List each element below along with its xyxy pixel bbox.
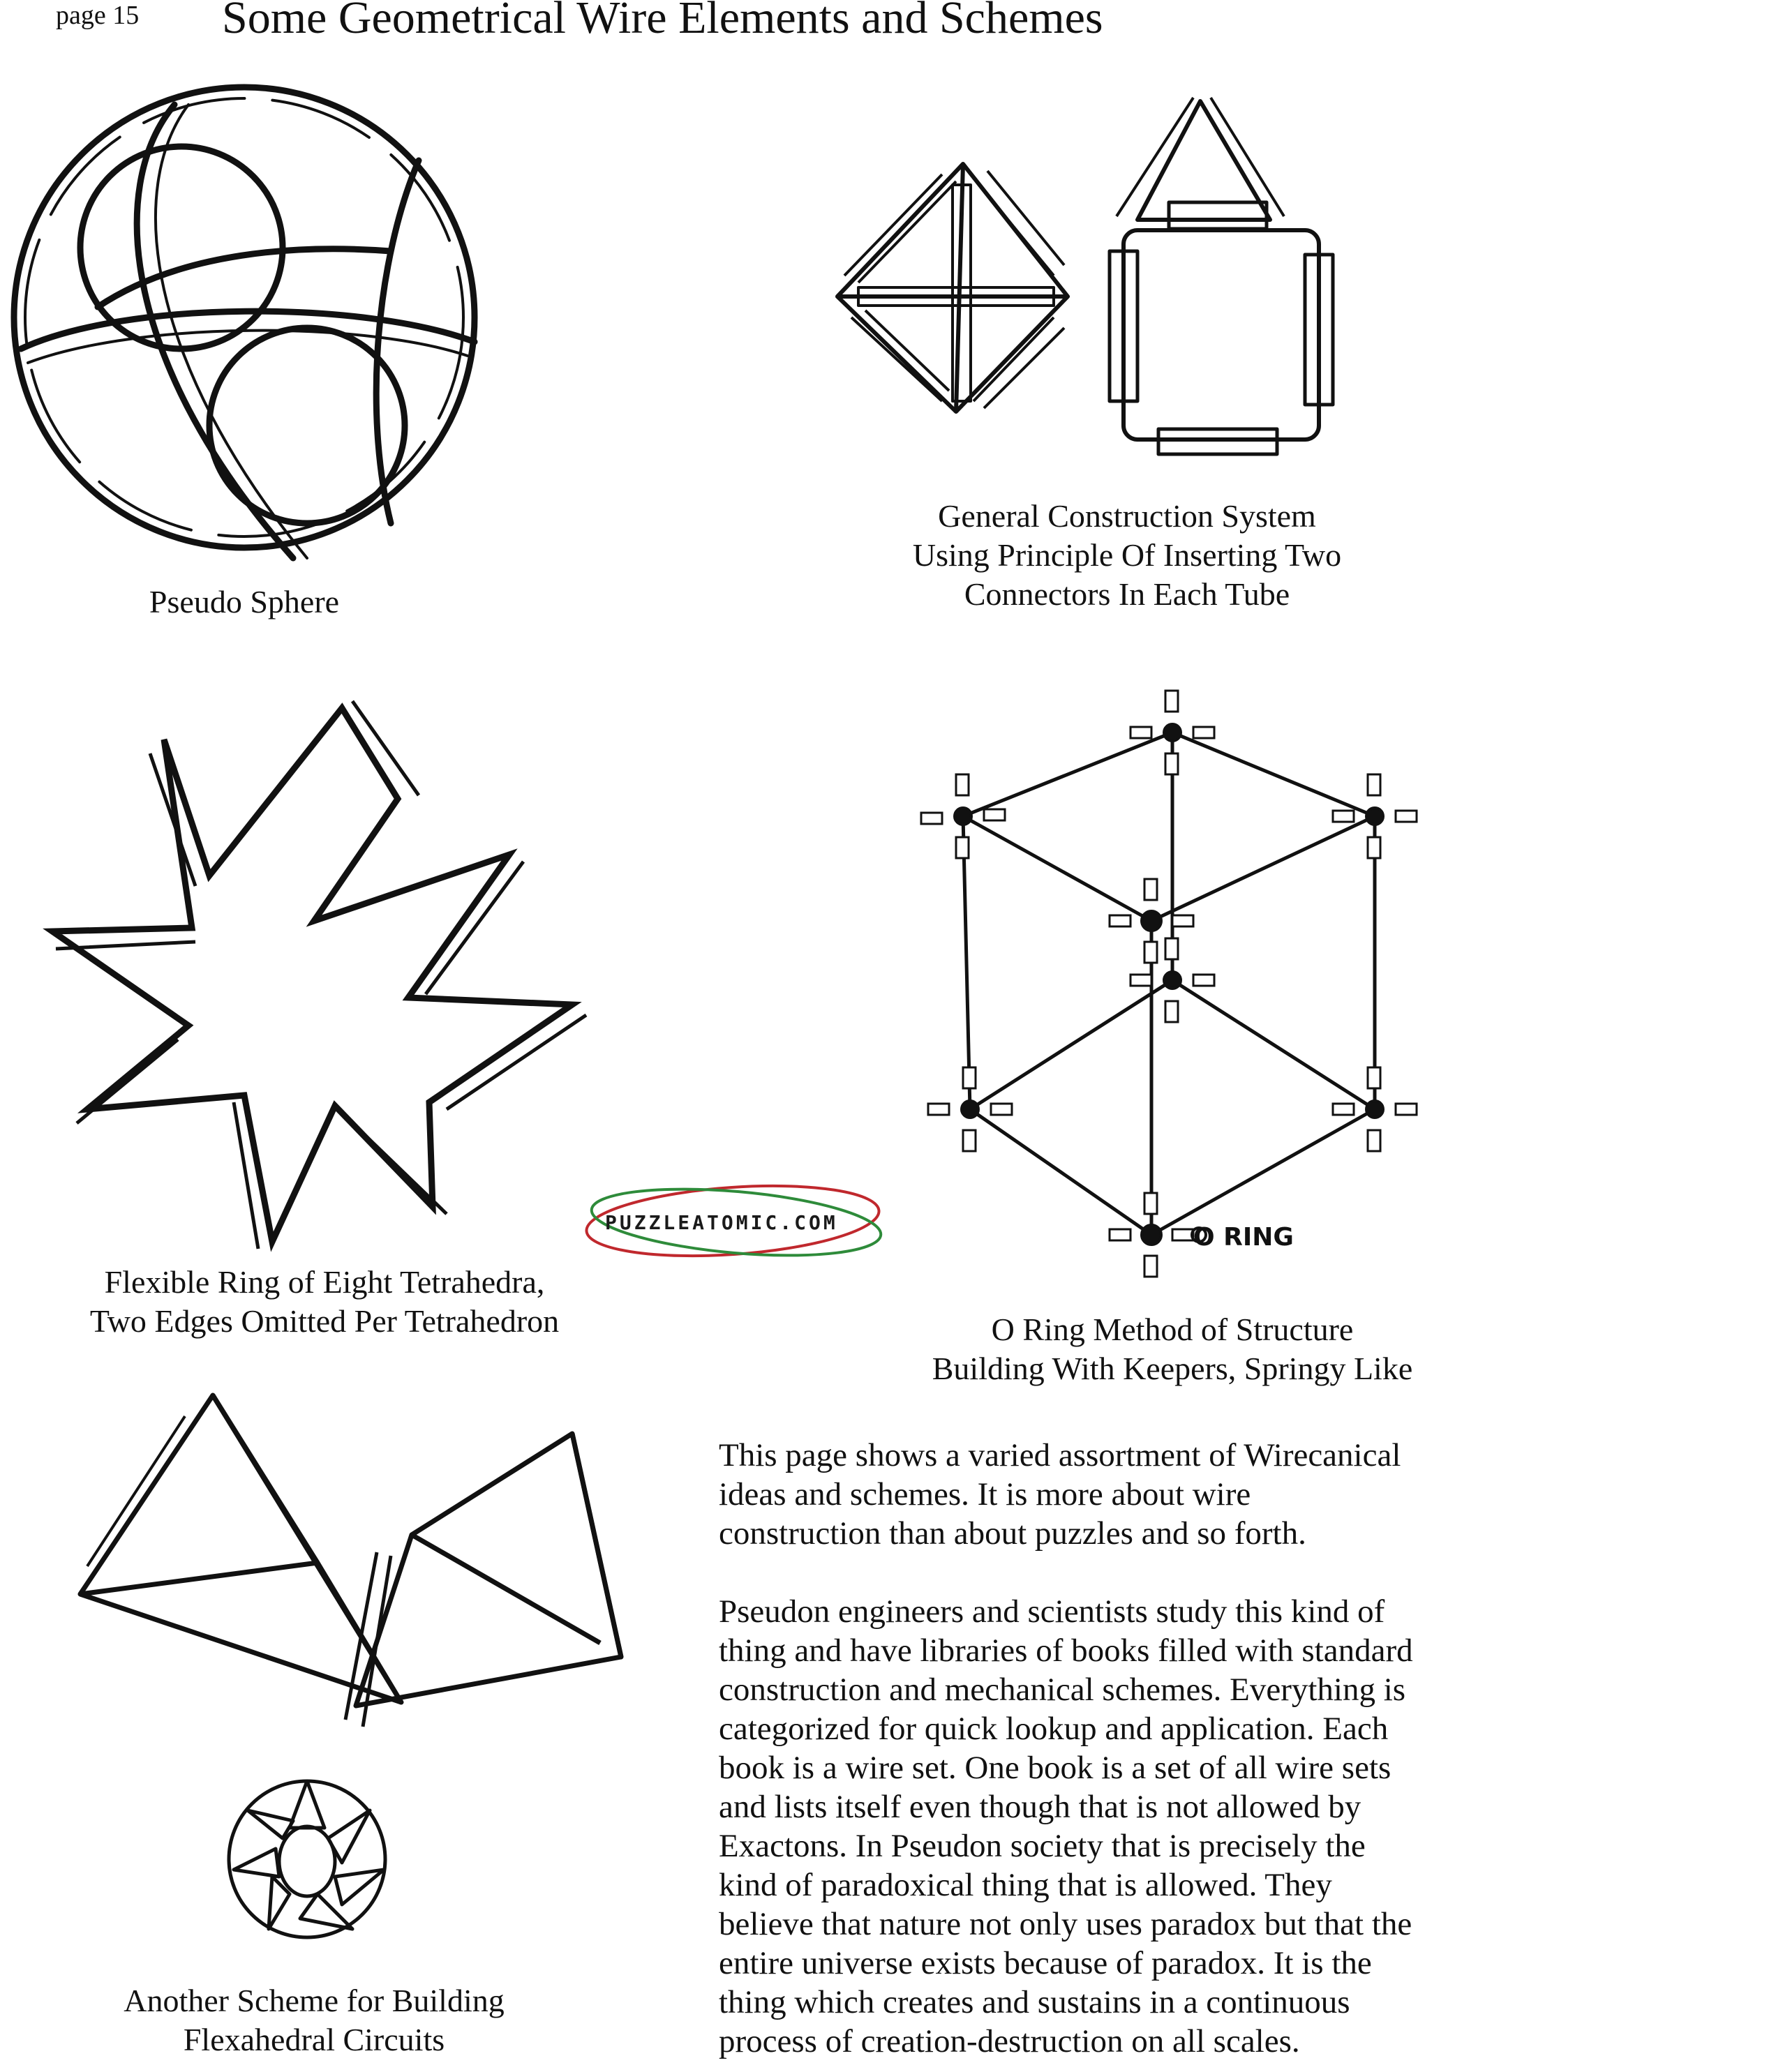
text-line: ideas and schemes. It is more about wire <box>719 1476 1251 1512</box>
caption-line: O Ring Method of Structure <box>991 1312 1354 1347</box>
flexahedral-drawing <box>70 1385 642 2055</box>
flexahedral-caption <box>70 1981 558 2059</box>
text-line: categorized for quick lookup and application. Each <box>719 1711 1389 1747</box>
text-line: Pseudon engineers and scientists study this kind of <box>719 1593 1385 1630</box>
caption-line: Using Principle Of Inserting Two <box>912 537 1342 573</box>
caption-line: Flexahedral Circuits <box>183 2022 445 2057</box>
caption-line: Connectors In Each Tube <box>964 576 1290 612</box>
text-line: thing which creates and sustains in a continuous <box>719 1984 1350 2020</box>
page-number: page 15 <box>56 1 140 30</box>
text-line: book is a wire set. One book is a set of all wire sets <box>719 1750 1391 1786</box>
caption-line: Two Edges Omitted Per Tetrahedron <box>89 1303 560 1339</box>
pseudo-sphere-drawing <box>0 77 502 565</box>
caption-line: Building With Keepers, Springy Like <box>932 1351 1413 1386</box>
text-line: This page shows a varied assortment of Wirecanical <box>719 1437 1401 1473</box>
flexible-ring-drawing <box>35 698 593 1256</box>
page-title: Some Geometrical Wire Elements and Schemes <box>222 0 1103 43</box>
text-line: believe that nature not only uses paradox but that the <box>719 1906 1412 1942</box>
caption-line: Pseudo Sphere <box>149 584 340 620</box>
caption-line: Another Scheme for Building <box>124 1983 505 2018</box>
o-ring-structure-drawing <box>893 677 1452 1291</box>
intro-paragraph <box>719 1436 1401 1553</box>
text-line: thing and have libraries of books filled with standard <box>719 1632 1413 1669</box>
pseudon-paragraph <box>719 1592 1413 2061</box>
caption-line: Flexible Ring of Eight Tetrahedra, <box>104 1264 545 1300</box>
text-line: construction than about puzzles and so forth. <box>719 1515 1306 1552</box>
construction-system-caption <box>820 497 1434 614</box>
text-line: construction and mechanical schemes. Everything is <box>719 1672 1406 1708</box>
pseudo-sphere-caption <box>98 583 391 622</box>
text-line: kind of paradoxical thing that is allowed. They <box>719 1867 1332 1903</box>
caption-line: General Construction System <box>938 498 1316 534</box>
text-line: and lists itself even though that is not allowed by <box>719 1789 1361 1825</box>
text-line: Exactons. In Pseudon society that is precisely the <box>719 1828 1366 1864</box>
text-line: entire universe exists because of paradox. It is the <box>719 1945 1372 1981</box>
logo-text: PUZZLEATOMIC.COM <box>605 1211 838 1234</box>
construction-system-drawing <box>816 87 1389 485</box>
o-ring-structure-caption <box>879 1310 1465 1388</box>
puzzleatomic-logo <box>583 1179 886 1263</box>
flexible-ring-caption <box>35 1263 614 1341</box>
connector-hubs <box>955 724 1383 1245</box>
o-ring-label: O RING <box>1193 1223 1294 1252</box>
text-line: process of creation-destruction on all scales. <box>719 2023 1300 2059</box>
